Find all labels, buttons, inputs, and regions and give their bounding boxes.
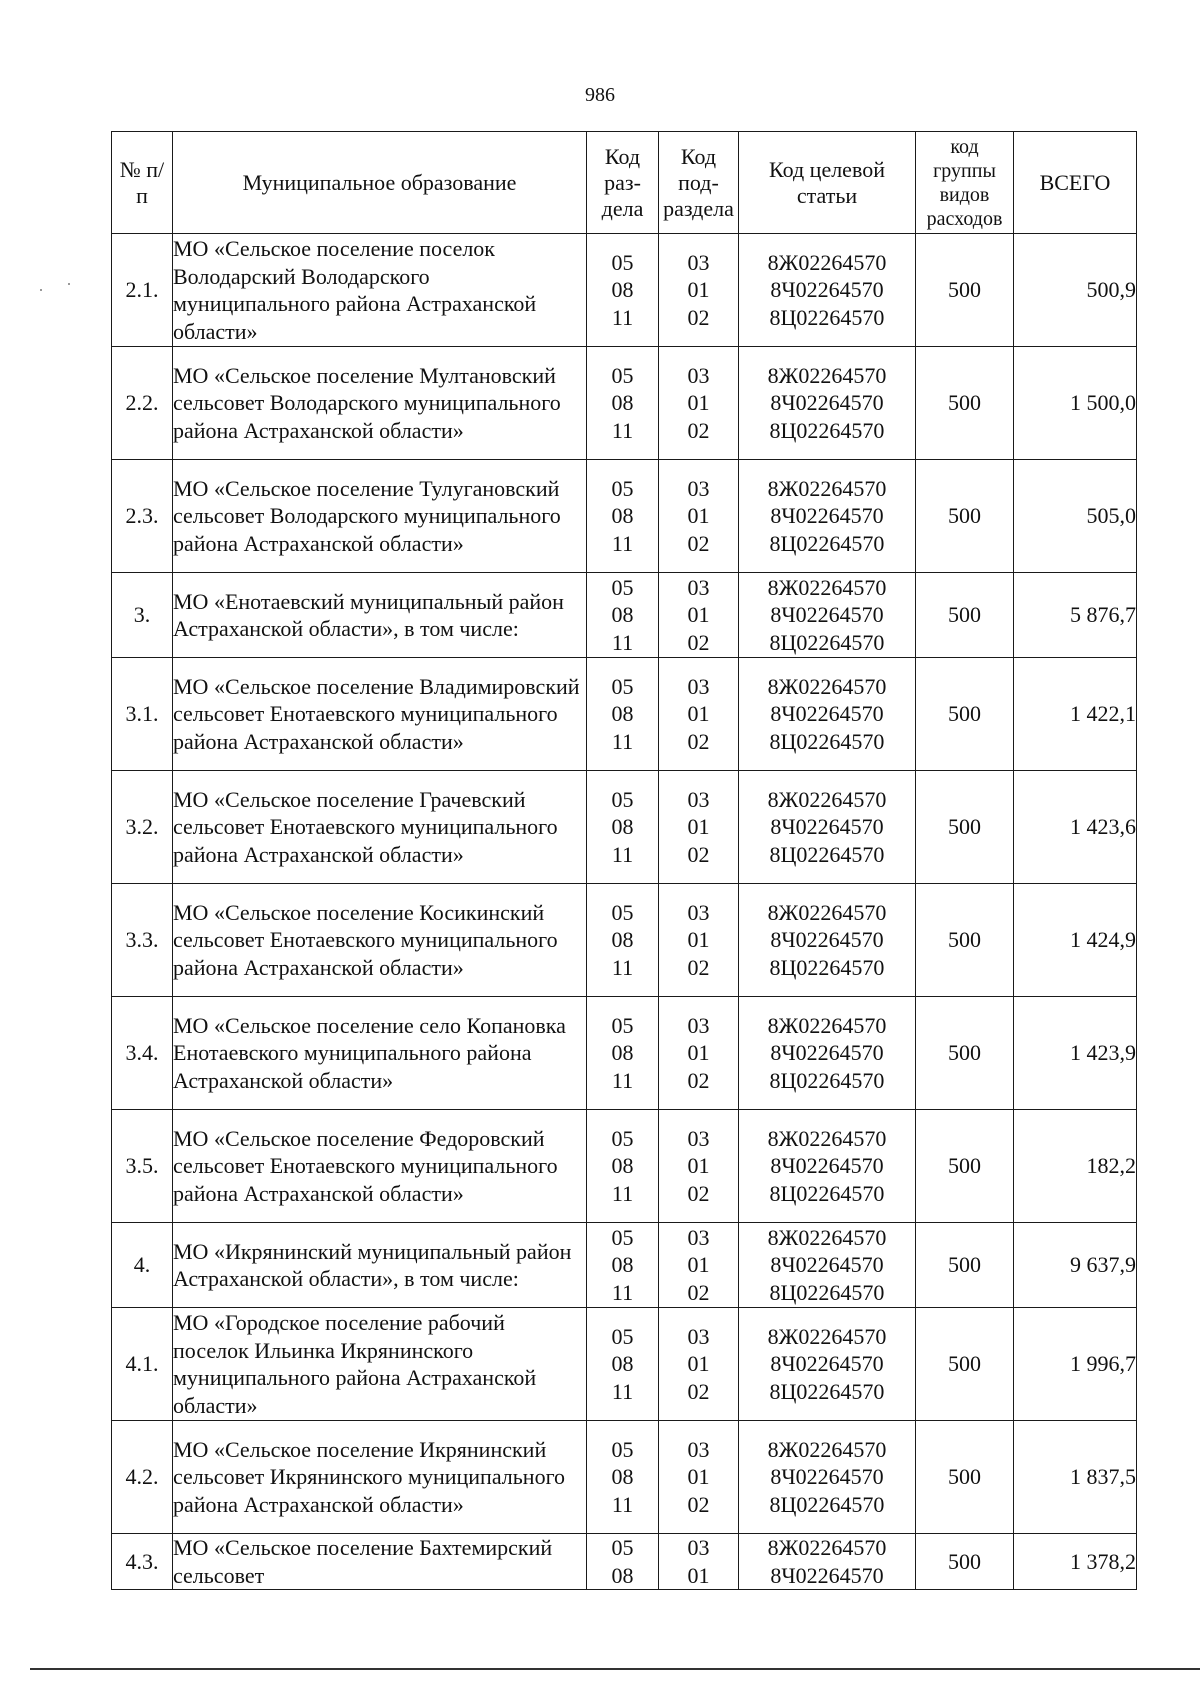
tselevaya-codes xyxy=(739,1308,916,1421)
podrazdel-codes xyxy=(659,573,739,658)
tselevaya-codes xyxy=(739,1110,916,1223)
tselevaya-codes-line: 8Ч02264570 xyxy=(770,602,884,628)
table-row xyxy=(112,1308,1137,1421)
row-number: 4.3. xyxy=(112,1534,173,1590)
tselevaya-codes-line: 8Ж02264570 xyxy=(767,1125,887,1151)
podrazdel-codes-line: 01 xyxy=(687,927,710,953)
podrazdel-codes xyxy=(659,1308,739,1421)
tselevaya-codes-line: 8Ж02264570 xyxy=(767,1436,887,1462)
podrazdel-codes xyxy=(659,884,739,997)
razdel-codes xyxy=(587,1110,659,1223)
municipality-name: МО «Сельское поселение Косикинский сельсовет Енотаевского муниципального района Астраханской области» xyxy=(173,884,587,997)
podrazdel-codes-line: 03 xyxy=(687,1436,710,1462)
total-amount: 505,0 xyxy=(1014,460,1137,573)
podrazdel-codes-line: 01 xyxy=(687,503,710,529)
row-number: 4. xyxy=(112,1223,173,1308)
table-row xyxy=(112,1534,1137,1590)
razdel-codes-line: 08 xyxy=(611,1040,634,1066)
tselevaya-codes-line: 8Ч02264570 xyxy=(770,1464,884,1490)
podrazdel-codes-line: 01 xyxy=(687,701,710,727)
tselevaya-codes xyxy=(739,347,916,460)
table-row xyxy=(112,460,1137,573)
razdel-codes xyxy=(587,1223,659,1308)
expense-group-code: 500 xyxy=(916,771,1014,884)
table-body xyxy=(112,234,1137,1590)
podrazdel-codes-line: 03 xyxy=(687,673,710,699)
expense-group-code: 500 xyxy=(916,884,1014,997)
header-gruppa: код группы видов расходов xyxy=(916,132,1014,234)
tselevaya-codes-line: 8Ж02264570 xyxy=(767,1012,887,1038)
podrazdel-codes-line: 03 xyxy=(687,362,710,388)
podrazdel-codes xyxy=(659,997,739,1110)
header-tselevaya: Код целевой статьи xyxy=(739,132,916,234)
tselevaya-codes-line: 8Ц02264570 xyxy=(769,1067,885,1093)
row-number: 3.4. xyxy=(112,997,173,1110)
tselevaya-codes-line: 8Ц02264570 xyxy=(769,728,885,754)
municipality-name: МО «Сельское поселение Владимировский сельсовет Енотаевского муниципального района Астраханской области» xyxy=(173,658,587,771)
razdel-codes xyxy=(587,997,659,1110)
razdel-codes-line: 05 xyxy=(611,362,634,388)
tselevaya-codes-line: 8Ж02264570 xyxy=(767,249,887,275)
tselevaya-codes xyxy=(739,658,916,771)
razdel-codes-line: 11 xyxy=(611,841,634,867)
scan-speck xyxy=(68,283,70,285)
podrazdel-codes-line: 02 xyxy=(687,304,710,330)
tselevaya-codes-line: 8Ц02264570 xyxy=(769,1378,885,1404)
expense-group-code: 500 xyxy=(916,997,1014,1110)
table-row xyxy=(112,1223,1137,1308)
razdel-codes-line: 11 xyxy=(611,629,634,655)
total-amount: 1 423,9 xyxy=(1014,997,1137,1110)
tselevaya-codes-line: 8Ж02264570 xyxy=(767,786,887,812)
razdel-codes-line: 08 xyxy=(611,503,634,529)
municipality-name: МО «Сельское поселение Икрянинский сельсовет Икрянинского муниципального района Астраханской области» xyxy=(173,1421,587,1534)
razdel-codes-line: 11 xyxy=(611,1491,634,1517)
podrazdel-codes-line: 03 xyxy=(687,1012,710,1038)
tselevaya-codes-line: 8Ж02264570 xyxy=(767,673,887,699)
row-number: 3.3. xyxy=(112,884,173,997)
row-number: 3.2. xyxy=(112,771,173,884)
tselevaya-codes-line: 8Ч02264570 xyxy=(770,1351,884,1377)
razdel-codes-line: 08 xyxy=(611,814,634,840)
table-row xyxy=(112,884,1137,997)
tselevaya-codes-line: 8Ж02264570 xyxy=(767,475,887,501)
podrazdel-codes-line: 03 xyxy=(687,1323,710,1349)
municipality-name: МО «Сельское поселение село Копановка Енотаевского муниципального района Астраханской области» xyxy=(173,997,587,1110)
podrazdel-codes-line: 03 xyxy=(687,574,710,600)
razdel-codes-line: 11 xyxy=(611,1067,634,1093)
tselevaya-codes xyxy=(739,573,916,658)
table-row xyxy=(112,1421,1137,1534)
tselevaya-codes-line: 8Ц02264570 xyxy=(769,841,885,867)
razdel-codes xyxy=(587,771,659,884)
total-amount: 1 837,5 xyxy=(1014,1421,1137,1534)
podrazdel-codes-line: 03 xyxy=(687,1224,710,1250)
podrazdel-codes-line: 02 xyxy=(687,1279,710,1305)
table-row xyxy=(112,1110,1137,1223)
expense-group-code: 500 xyxy=(916,1421,1014,1534)
tselevaya-codes-line: 8Ц02264570 xyxy=(769,629,885,655)
tselevaya-codes xyxy=(739,234,916,347)
tselevaya-codes-line: 8Ж02264570 xyxy=(767,1224,887,1250)
podrazdel-codes-line: 03 xyxy=(687,475,710,501)
municipality-name: МО «Сельское поселение Мултановский сельсовет Володарского муниципального района Астраханской области» xyxy=(173,347,587,460)
row-number: 3.5. xyxy=(112,1110,173,1223)
row-number: 2.3. xyxy=(112,460,173,573)
podrazdel-codes-line: 02 xyxy=(687,954,710,980)
expense-group-code: 500 xyxy=(916,1308,1014,1421)
tselevaya-codes-line: 8Ч02264570 xyxy=(770,701,884,727)
podrazdel-codes xyxy=(659,771,739,884)
razdel-codes xyxy=(587,1421,659,1534)
total-amount: 1 500,0 xyxy=(1014,347,1137,460)
razdel-codes-line: 05 xyxy=(611,1535,634,1560)
tselevaya-codes xyxy=(739,1421,916,1534)
municipality-name: МО «Городское поселение рабочий поселок Ильинка Икрянинского муниципального района Астраханской области» xyxy=(173,1308,587,1421)
razdel-codes-line: 08 xyxy=(611,1153,634,1179)
header-total: ВСЕГО xyxy=(1014,132,1137,234)
podrazdel-codes-line: 03 xyxy=(687,899,710,925)
tselevaya-codes-line: 8Ж02264570 xyxy=(767,899,887,925)
podrazdel-codes-line: 02 xyxy=(687,530,710,556)
podrazdel-codes-line: 01 xyxy=(687,602,710,628)
razdel-codes-line: 05 xyxy=(611,1323,634,1349)
podrazdel-codes-line: 01 xyxy=(687,1351,710,1377)
total-amount: 1 422,1 xyxy=(1014,658,1137,771)
tselevaya-codes-line: 8Ч02264570 xyxy=(770,1562,884,1588)
podrazdel-codes xyxy=(659,1421,739,1534)
podrazdel-codes xyxy=(659,658,739,771)
razdel-codes-line: 11 xyxy=(611,417,634,443)
razdel-codes-line: 05 xyxy=(611,1224,634,1250)
table-row xyxy=(112,234,1137,347)
total-amount: 500,9 xyxy=(1014,234,1137,347)
razdel-codes-line: 11 xyxy=(611,1180,634,1206)
razdel-codes-line: 11 xyxy=(611,1378,634,1404)
tselevaya-codes-line: 8Ц02264570 xyxy=(769,417,885,443)
podrazdel-codes-line: 01 xyxy=(687,277,710,303)
tselevaya-codes-line: 8Ч02264570 xyxy=(770,927,884,953)
tselevaya-codes-line: 8Ч02264570 xyxy=(770,814,884,840)
total-amount: 5 876,7 xyxy=(1014,573,1137,658)
expense-group-code: 500 xyxy=(916,1223,1014,1308)
razdel-codes-line: 11 xyxy=(611,304,634,330)
podrazdel-codes xyxy=(659,1223,739,1308)
tselevaya-codes-line: 8Ж02264570 xyxy=(767,362,887,388)
total-amount: 1 378,2 xyxy=(1014,1534,1137,1590)
table-row xyxy=(112,658,1137,771)
municipality-name: МО «Сельское поселение Бахтемирский сельсовет xyxy=(173,1534,587,1590)
razdel-codes xyxy=(587,1308,659,1421)
header-razdel: Код раз- дела xyxy=(587,132,659,234)
razdel-codes-line: 11 xyxy=(611,728,634,754)
tselevaya-codes-line: 8Ч02264570 xyxy=(770,1252,884,1278)
podrazdel-codes-line: 01 xyxy=(687,814,710,840)
podrazdel-codes-line: 03 xyxy=(687,249,710,275)
razdel-codes xyxy=(587,884,659,997)
podrazdel-codes-line: 01 xyxy=(687,390,710,416)
razdel-codes-line: 05 xyxy=(611,249,634,275)
podrazdel-codes xyxy=(659,1534,739,1590)
municipality-name: МО «Икрянинский муниципальный район Астраханской области», в том числе: xyxy=(173,1223,587,1308)
municipality-name: МО «Енотаевский муниципальный район Астраханской области», в том числе: xyxy=(173,573,587,658)
razdel-codes xyxy=(587,460,659,573)
tselevaya-codes-line: 8Ч02264570 xyxy=(770,390,884,416)
razdel-codes-line: 05 xyxy=(611,475,634,501)
razdel-codes-line: 08 xyxy=(611,277,634,303)
podrazdel-codes-line: 02 xyxy=(687,1067,710,1093)
tselevaya-codes-line: 8Ц02264570 xyxy=(769,530,885,556)
razdel-codes-line: 08 xyxy=(611,1464,634,1490)
expense-group-code: 500 xyxy=(916,234,1014,347)
expense-group-code: 500 xyxy=(916,1534,1014,1590)
tselevaya-codes xyxy=(739,460,916,573)
podrazdel-codes-line: 02 xyxy=(687,728,710,754)
podrazdel-codes xyxy=(659,460,739,573)
table-row xyxy=(112,771,1137,884)
tselevaya-codes-line: 8Ж02264570 xyxy=(767,1323,887,1349)
podrazdel-codes-line: 01 xyxy=(687,1153,710,1179)
expense-group-code: 500 xyxy=(916,460,1014,573)
podrazdel-codes-line: 03 xyxy=(687,1125,710,1151)
podrazdel-codes-line: 02 xyxy=(687,1378,710,1404)
razdel-codes xyxy=(587,658,659,771)
header-name: Муниципальное образование xyxy=(173,132,587,234)
razdel-codes-line: 05 xyxy=(611,673,634,699)
podrazdel-codes xyxy=(659,1110,739,1223)
expense-group-code: 500 xyxy=(916,658,1014,771)
podrazdel-codes-line: 01 xyxy=(687,1464,710,1490)
podrazdel-codes-line: 02 xyxy=(687,417,710,443)
total-amount: 1 996,7 xyxy=(1014,1308,1137,1421)
tselevaya-codes-line: 8Ж02264570 xyxy=(767,1535,887,1560)
tselevaya-codes xyxy=(739,771,916,884)
header-podrazdel: Код под- раздела xyxy=(659,132,739,234)
razdel-codes xyxy=(587,573,659,658)
municipality-name: МО «Сельское поселение поселок Володарский Володарского муниципального района Астраханской области» xyxy=(173,234,587,347)
expense-group-code: 500 xyxy=(916,573,1014,658)
total-amount: 182,2 xyxy=(1014,1110,1137,1223)
podrazdel-codes-line: 02 xyxy=(687,1180,710,1206)
razdel-codes-line: 05 xyxy=(611,786,634,812)
razdel-codes-line: 08 xyxy=(611,1562,634,1588)
razdel-codes-line: 08 xyxy=(611,1252,634,1278)
total-amount: 1 423,6 xyxy=(1014,771,1137,884)
razdel-codes xyxy=(587,347,659,460)
total-amount: 9 637,9 xyxy=(1014,1223,1137,1308)
podrazdel-codes-line: 02 xyxy=(687,1491,710,1517)
expense-group-code: 500 xyxy=(916,1110,1014,1223)
razdel-codes-line: 08 xyxy=(611,927,634,953)
total-amount: 1 424,9 xyxy=(1014,884,1137,997)
tselevaya-codes-line: 8Ц02264570 xyxy=(769,1180,885,1206)
podrazdel-codes-line: 03 xyxy=(687,1535,710,1560)
tselevaya-codes-line: 8Ц02264570 xyxy=(769,1279,885,1305)
tselevaya-codes-line: 8Ц02264570 xyxy=(769,304,885,330)
tselevaya-codes-line: 8Ч02264570 xyxy=(770,277,884,303)
razdel-codes-line: 11 xyxy=(611,954,634,980)
tselevaya-codes xyxy=(739,997,916,1110)
row-number: 4.2. xyxy=(112,1421,173,1534)
tselevaya-codes xyxy=(739,884,916,997)
razdel-codes-line: 05 xyxy=(611,1125,634,1151)
razdel-codes-line: 08 xyxy=(611,1351,634,1377)
podrazdel-codes-line: 02 xyxy=(687,629,710,655)
razdel-codes-line: 05 xyxy=(611,899,634,925)
tselevaya-codes-line: 8Ж02264570 xyxy=(767,574,887,600)
razdel-codes-line: 08 xyxy=(611,701,634,727)
tselevaya-codes-line: 8Ч02264570 xyxy=(770,1040,884,1066)
table-row xyxy=(112,347,1137,460)
bottom-rule xyxy=(30,1668,1200,1670)
municipality-name: МО «Сельское поселение Федоровский сельсовет Енотаевского муниципального района Астраханской области» xyxy=(173,1110,587,1223)
row-number: 4.1. xyxy=(112,1308,173,1421)
tselevaya-codes xyxy=(739,1534,916,1590)
municipality-name: МО «Сельское поселение Тулугановский сельсовет Володарского муниципального района Астраханской области» xyxy=(173,460,587,573)
tselevaya-codes-line: 8Ч02264570 xyxy=(770,503,884,529)
razdel-codes-line: 05 xyxy=(611,574,634,600)
podrazdel-codes-line: 02 xyxy=(687,841,710,867)
row-number: 2.2. xyxy=(112,347,173,460)
row-number: 2.1. xyxy=(112,234,173,347)
podrazdel-codes-line: 01 xyxy=(687,1040,710,1066)
header-num: № п/п xyxy=(112,132,173,234)
podrazdel-codes-line: 03 xyxy=(687,786,710,812)
razdel-codes-line: 08 xyxy=(611,602,634,628)
tselevaya-codes-line: 8Ц02264570 xyxy=(769,954,885,980)
razdel-codes xyxy=(587,234,659,347)
page-number: 986 xyxy=(585,84,615,106)
podrazdel-codes xyxy=(659,347,739,460)
razdel-codes-line: 05 xyxy=(611,1012,634,1038)
table-row xyxy=(112,997,1137,1110)
podrazdel-codes-line: 01 xyxy=(687,1252,710,1278)
tselevaya-codes-line: 8Ц02264570 xyxy=(769,1491,885,1517)
expense-group-code: 500 xyxy=(916,347,1014,460)
razdel-codes xyxy=(587,1534,659,1590)
table-row xyxy=(112,573,1137,658)
razdel-codes-line: 11 xyxy=(611,1279,634,1305)
municipality-name: МО «Сельское поселение Грачевский сельсовет Енотаевского муниципального района Астраханской области» xyxy=(173,771,587,884)
razdel-codes-line: 11 xyxy=(611,530,634,556)
podrazdel-codes xyxy=(659,234,739,347)
razdel-codes-line: 08 xyxy=(611,390,634,416)
row-number: 3. xyxy=(112,573,173,658)
row-number: 3.1. xyxy=(112,658,173,771)
scan-speck xyxy=(40,289,42,291)
budget-table xyxy=(111,131,1137,1590)
tselevaya-codes xyxy=(739,1223,916,1308)
razdel-codes-line: 05 xyxy=(611,1436,634,1462)
podrazdel-codes-line: 01 xyxy=(687,1562,710,1588)
tselevaya-codes-line: 8Ч02264570 xyxy=(770,1153,884,1179)
table-header-row xyxy=(112,132,1137,234)
